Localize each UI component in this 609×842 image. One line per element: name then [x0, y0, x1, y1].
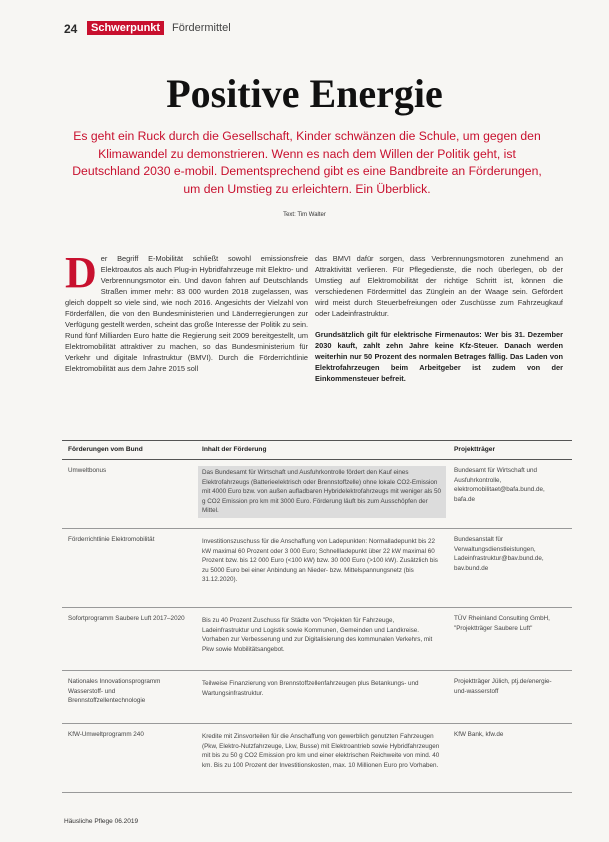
body-column-left [65, 248, 308, 374]
program-cell: Förderrichtlinie Elektromobilität [68, 536, 155, 543]
article-lead: Es geht ein Ruck durch die Gesellschaft, Kinder schwänzen die Schule, um gegen den Klimawandel zu demonstrieren. Wenn es nach dem Willen der Politik geht, ist Deutschland 2030 e-mobil. Dementsprechend gibt es eine Bandbreite an Förderungen, um den Umstieg zu erleichtern. Ein Überblick. [72, 129, 542, 196]
drop-cap: D [65, 248, 97, 297]
page-number: 24 [64, 22, 78, 36]
table-row [62, 671, 572, 724]
byline: Text: Tim Walter [283, 212, 326, 218]
agency-cell: Bundesanstalt für Verwaltungsdienstleistungen, Ladeinfrastruktur@bav.bund.de, bav.bund.de [454, 536, 544, 572]
table-row [62, 608, 572, 671]
body-paragraph: Grundsätzlich gilt für elektrische Firmenautos: Wer bis 31. Dezember 2030 kauft, zahlt zehn Jahre keine Kfz-Steuer. Danach werden weiterhin nur 50 Prozent des normalen Betrages fällig. Das Laden von Elektrofahrzeugen beim Arbeitgeber ist zudem von der Einkommensteuer befreit. [315, 330, 563, 383]
rubric-badge: Schwerpunkt [87, 21, 164, 35]
agency-cell: Projektträger Jülich, ptj.de/energie-und-wasserstoff [454, 678, 552, 695]
content-cell: Investitionszuschuss für die Anschaffung von Ladepunkten: Normalladepunkt bis 22 kW maximal 60 Prozent oder 3 000 Euro; Schnellladepunkt über 22 kW maximal 60 Prozent bzw. bis 12 000 Euro (<100 kW) bzw. 30 000 Euro (>100 kW). Zusätzlich bis zu 5000 Euro bei einer Anbindung an Nieder- bzw. Mittelspannungsnetz (bis 31.12.2020). [202, 538, 438, 584]
content-cell: Kredite mit Zinsvorteilen für die Anschaffung von gewerblich genutzten Fahrzeugen (Pkw, Elektro-Nutzfahrzeuge, Lkw, Busse) mit Elektroantrieb sowie Hybridfahrzeugen mit bis zu 50 g CO2 Emission pro km und einer elektrischen Reichweite von mind. 40 km. Bis zu 100 Prozent der Investitionskosten, max. 10 Millionen Euro pro Vorhaben. [202, 733, 440, 769]
section-label: Fördermittel [172, 22, 231, 34]
table-header [62, 440, 572, 460]
program-cell: Umweltbonus [68, 467, 107, 474]
table-row [62, 724, 572, 793]
body-paragraph: er Begriff E-Mobilität schließt sowohl emissionsfreie Elektroautos als auch Plug-in Hybridfahrzeuge mit Elektro- und Verbrennungsmotor ein. Und davon fahren auf Deutschlands Straßen immer mehr: 83 000 wurden 2018 zugelassen, was gleich doppelt so viele sind, wie noch 2016. Angesichts der Vielzahl von Förderfällen, die von den Bundesministerien und Länderregierungen zur Verfügung gestellt werden, scheint das große Interesse der Politik zu sein. Rund fünf Milliarden Euro hatte die Regierung seit 2009 bereitgestellt, um Elektromobilität attraktiver zu machen, so das Bundesministerium für Verkehr und digitale Infrastruktur (BMVI). Durch die Förderrichtlinie Elektromobilität aus dem Jahre 2015 soll [65, 254, 308, 373]
body-column-right [315, 253, 563, 394]
content-cell: Bis zu 40 Prozent Zuschuss für Städte von "Projekten für Fahrzeuge, Ladeinfrastruktur und Logistik sowie Kommunen, Gemeinden und Landkreise. Vorhaben zur Verbesserung und zur Digitalisierung des kommunalen Verkehrs, mit Pkw sowie Mobilitätsangebot. [202, 617, 433, 653]
footer-text: Häusliche Pflege 06.2019 [64, 818, 139, 825]
table-row [62, 460, 572, 529]
column-header-agency: Projektträger [454, 446, 496, 453]
program-cell: KfW-Umweltprogramm 240 [68, 731, 144, 738]
program-cell: Nationales Innovationsprogramm Wasserstoff- und Brennstoffzellentechnologie [68, 678, 161, 705]
content-cell: Das Bundesamt für Wirtschaft und Ausfuhrkontrolle fördert den Kauf eines Elektrofahrzeugs (Batterieelektrisch oder Brennstoffzelle) ohne lokale CO2-Emission mit 4000 Euro bzw. von außen aufladbaren Hybridelektrofahrzeugs mit weniger als 50 g CO2 Emission pro km mit 3000 Euro. Förderung läuft bis zum Ausschöpfen der Mittel. [198, 466, 446, 518]
column-header-program: Förderungen vom Bund [68, 446, 143, 453]
agency-cell: KfW Bank, kfw.de [454, 731, 504, 738]
program-cell: Sofortprogramm Saubere Luft 2017–2020 [68, 615, 185, 622]
content-cell: Teilweise Finanzierung von Brennstoffzellenfahrzeugen plus Betankungs- und Wartungsinfrastruktur. [202, 680, 419, 697]
table-row [62, 529, 572, 608]
agency-cell: TÜV Rheinland Consulting GmbH, "Projektträger Saubere Luft" [454, 615, 550, 632]
body-paragraph: das BMVI dafür sorgen, dass Verbrennungsmotoren zunehmend an Attraktivität verlieren. Für Pflegedienste, die noch überlegen, ob der Umstieg auf Elektromobilität der richtige Schritt ist, können die verschiedenen Fördermittel das Zünglein an der Waage sein. Gefördert wird meist durch Steuerbefreiungen oder Zuschüsse zum Fahrzeugkauf oder Ladeinfrastruktur. [315, 254, 563, 318]
funding-table [62, 440, 572, 793]
article-title: Positive Energie [166, 71, 443, 116]
column-header-content: Inhalt der Förderung [202, 446, 267, 453]
agency-cell: Bundesamt für Wirtschaft und Ausfuhrkontrolle, elektromobilitaet@bafa.bund.de, bafa.de [454, 467, 545, 503]
